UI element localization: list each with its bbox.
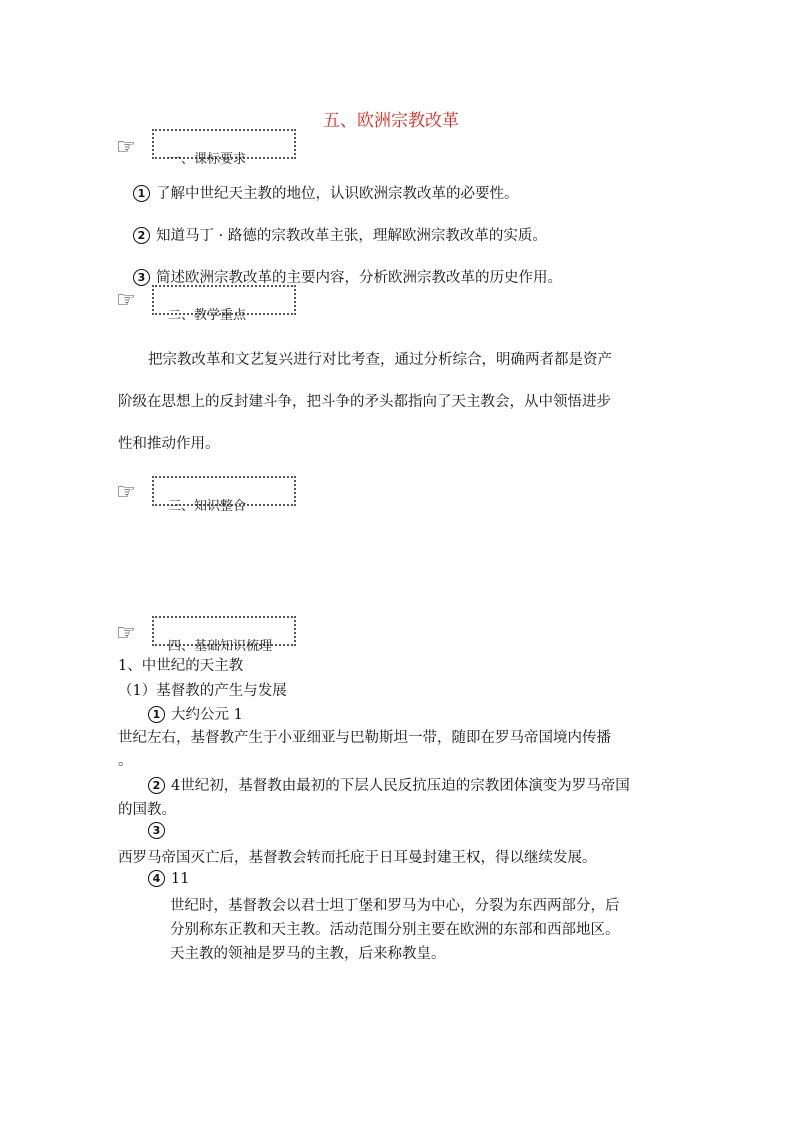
knowledge-item-3-line: 西罗马帝国灭亡后，基督教会转而托庇于日耳曼封建王权，得以继续发展。 [118, 850, 597, 866]
knowledge-item-1-line: 世纪左右，基督教产生于小亚细亚与巴勒斯坦一带，随即在罗马帝国境内传播 [118, 730, 611, 746]
section-box-label: 二、教学重点 [168, 308, 247, 323]
knowledge-item-1-end: 。 [118, 753, 133, 769]
knowledge-subheading: （1）基督教的产生与发展 [118, 683, 287, 699]
pointing-hand-icon: ☞ [116, 480, 136, 505]
pointing-hand-icon: ☞ [116, 135, 136, 160]
focus-line-3: 性和推动作用。 [118, 436, 220, 452]
knowledge-item-3 [148, 822, 171, 839]
knowledge-item-4-line-3: 天主教的领袖是罗马的主教，后来称教皇。 [170, 946, 446, 962]
section-box-label: 三、知识整合 [168, 499, 247, 514]
objective-2 [133, 224, 547, 245]
objective-text: 知道马丁 · 路德的宗教改革主张，理解欧洲宗教改革的实质。 [156, 228, 547, 244]
pointing-hand-icon: ☞ [116, 288, 136, 313]
circled-number: 1 [133, 185, 150, 202]
page-title: 五、欧洲宗教改革 [323, 111, 459, 131]
knowledge-item-2-line: 的国教。 [118, 802, 176, 818]
circled-number: 4 [148, 870, 165, 887]
section-box-4 [152, 616, 296, 654]
knowledge-item-2 [148, 774, 630, 795]
circled-number: 2 [148, 777, 165, 794]
knowledge-item-4 [148, 870, 189, 887]
knowledge-item-4-line-2: 分别称东正教和天主教。活动范围分别主要在欧洲的东部和西部地区。 [170, 922, 620, 938]
objective-3 [133, 266, 562, 287]
objective-1 [133, 182, 519, 203]
item-text: 11 [171, 871, 190, 887]
objective-text: 了解中世纪天主教的地位，认识欧洲宗教改革的必要性。 [156, 186, 519, 202]
circled-number: 2 [133, 227, 150, 244]
item-text: 4世纪初，基督教由最初的下层人民反抗压迫的宗教团体演变为罗马帝国 [171, 778, 630, 794]
knowledge-item-4-line-1: 世纪时，基督教会以君士坦丁堡和罗马为中心，分裂为东西两部分，后 [170, 898, 620, 914]
section-box-3 [152, 476, 296, 514]
knowledge-heading: 1、中世纪的天主教 [118, 658, 244, 674]
section-box-2 [152, 285, 296, 323]
focus-line-2: 阶级在思想上的反封建斗争，把斗争的矛头都指向了天主教会，从中领悟进步 [118, 394, 611, 410]
pointing-hand-icon: ☞ [116, 621, 136, 646]
focus-line-1: 把宗教改革和文艺复兴进行对比考查，通过分析综合，明确两者都是资产 [148, 352, 612, 368]
circled-number: 1 [148, 706, 165, 723]
circled-number: 3 [148, 822, 165, 839]
section-box-label: 一、课标要求 [168, 152, 247, 167]
objective-text: 简述欧洲宗教改革的主要内容，分析欧洲宗教改革的历史作用。 [156, 270, 562, 286]
item-text: 大约公元 1 [171, 707, 243, 723]
knowledge-item-1-start [148, 703, 243, 724]
circled-number: 3 [133, 269, 150, 286]
section-box-1 [152, 129, 296, 167]
section-box-label: 四、基础知识梳理 [168, 639, 273, 654]
